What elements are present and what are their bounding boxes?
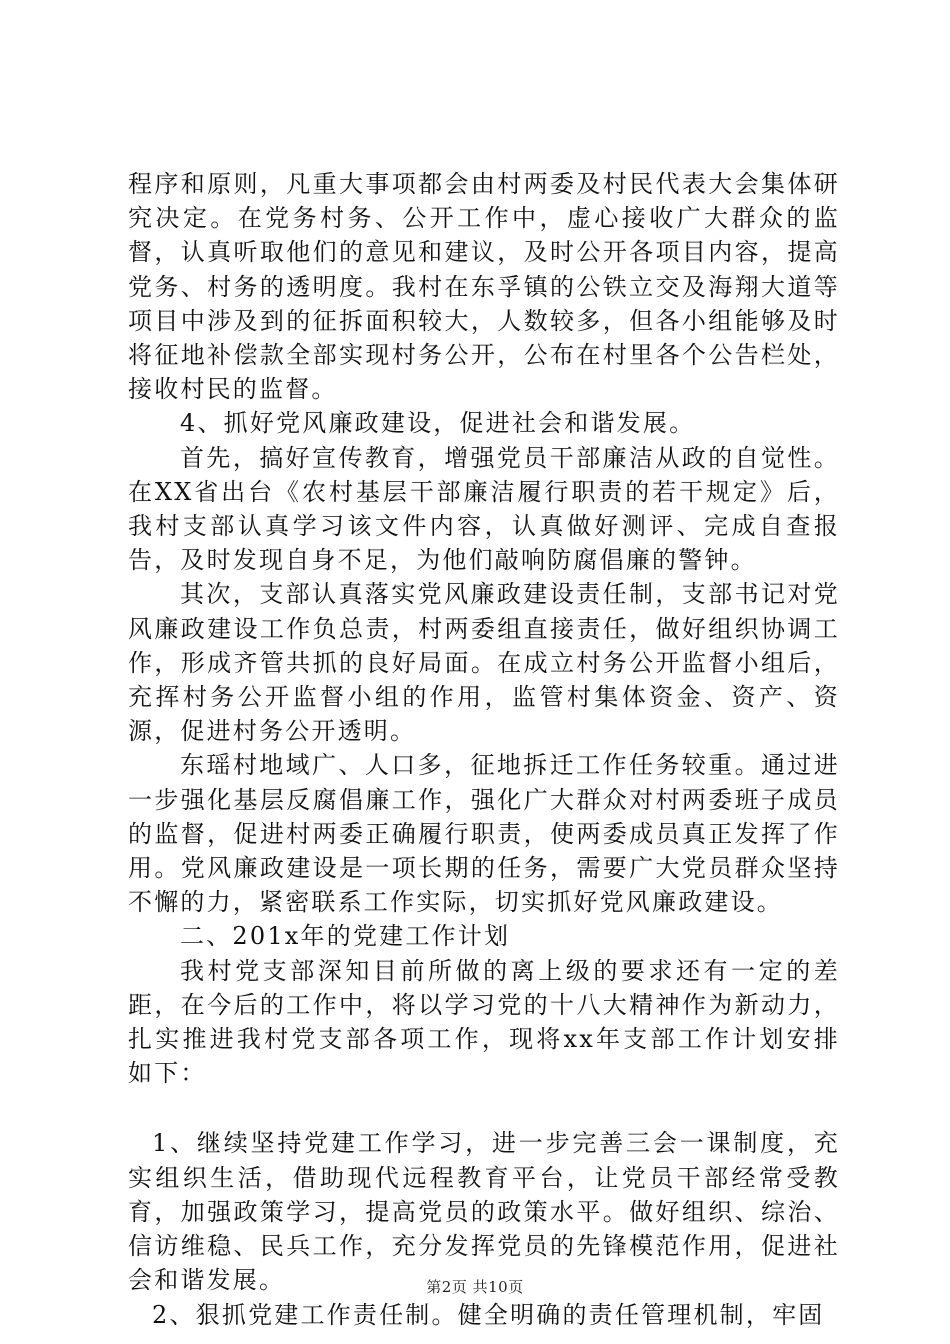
section-heading-plan: 二、201x年的党建工作计划 [180,922,511,951]
plan-item-1: 1、继续坚持党建工作学习，进一步完善三会一课制度，充实组织生活，借助现代远程教育平台，让党员干部经常受教育，加强政策学习，提高党员的政策水平。做好组织、综治、信访维稳、民兵工作，充分发挥党员的先锋模范作用，促进社会和谐发展。 [128,1129,840,1295]
paragraph-second: 其次，支部认真落实党风廉政建设责任制，支部书记对党风廉政建设工作负总责，村两委组直接责任，做好组织协调工作，形成齐管共抓的良好局面。在成立村务公开监督小组后，充挥村务公开监督小组的作用，监管村集体资金、资产、资源，促进村务公开透明。 [128,580,840,746]
plan-item-2: 2、狠抓党建工作责任制。健全明确的责任管理机制，牢固 [152,1300,825,1329]
paragraph-plan-intro: 我村党支部深知目前所做的离上级的要求还有一定的差距，在今后的工作中，将以学习党的十八大精神作为新动力，扎实推进我村党支部各项工作，现将xx年支部工作计划安排如下： [128,956,840,1088]
paragraph-gap [128,1090,840,1126]
paragraph-dongyao: 东瑶村地域广、人口多，征地拆迁工作任务较重。通过进一步强化基层反腐倡廉工作，强化广大群众对村两委班子成员的监督，促进村两委正确履行职责，使两委成员真正发挥了作用。党风廉政建设是一项长期的任务，需要广大党员群众坚持不懈的力，紧密联系工作实际，切实抓好党风廉政建设。 [128,751,840,917]
page-footer: 第2页 共10页 [426,1278,524,1296]
document-body [128,167,840,1332]
paragraph-transparency: 程序和原则，凡重大事项都会由村两委及村民代表大会集体研究决定。在党务村务、公开工作中，虚心接收广大群众的监督，认真听取他们的意见和建议，及时公开各项目内容，提高党务、村务的透明度。我村在东孚镇的公铁立交及海翔大道等项目中涉及到的征拆面积较大，人数较多，但各小组能够及时将征地补偿款全部实现村务公开，公布在村里各个公告栏处，接收村民的监督。 [128,170,840,404]
paragraph-first: 首先，搞好宣传教育，增强党员干部廉洁从政的自觉性。在XX省出台《农村基层干部廉洁履行职责的若干规定》后，我村支部认真学习该文件内容，认真做好测评、完成自查报告，及时发现自身不足，为他们敲响防腐倡廉的警钟。 [128,443,840,575]
heading-item-4: 4、抓好党风廉政建设，促进社会和谐发展。 [180,409,696,438]
